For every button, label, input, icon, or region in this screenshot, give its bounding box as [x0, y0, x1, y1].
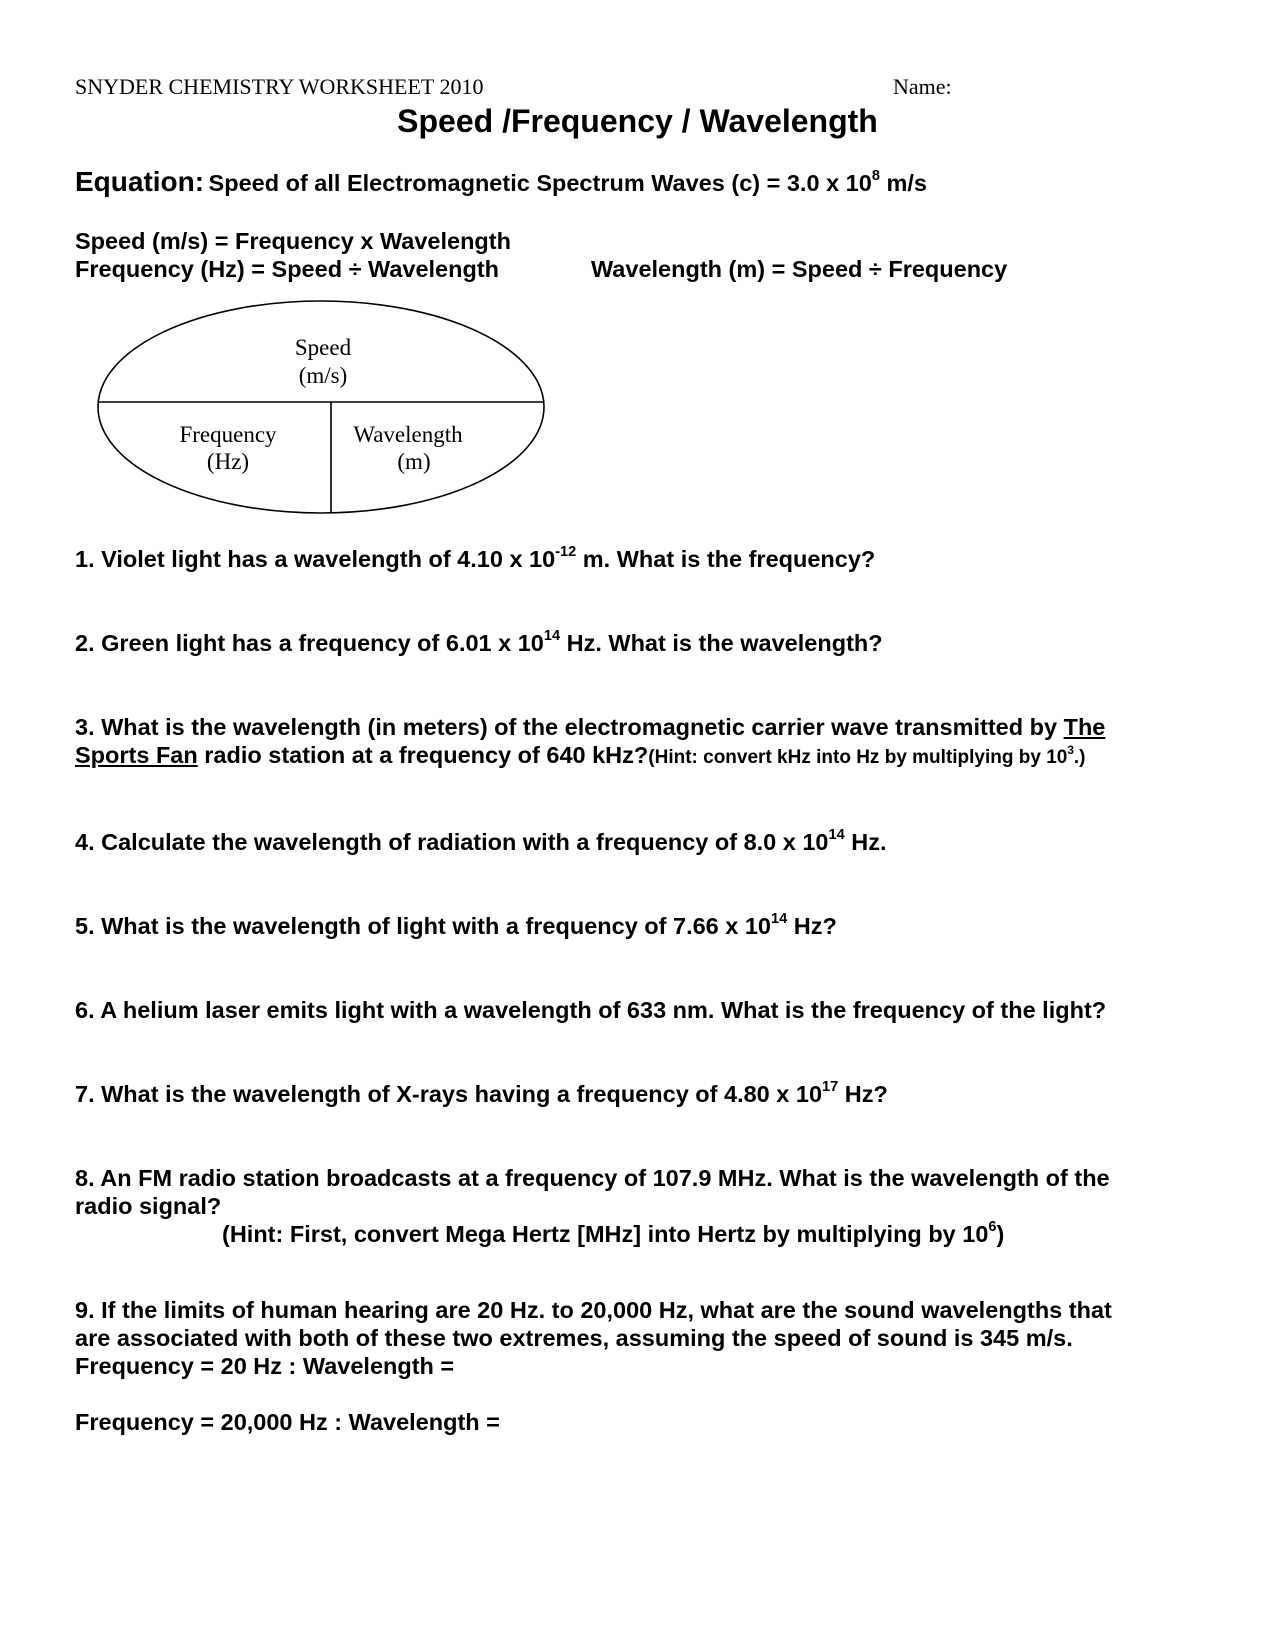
equation-line	[75, 166, 927, 198]
formula-frequency: Frequency (Hz) = Speed ÷ Wavelength	[75, 256, 500, 282]
diagram-frequency-label: Frequency	[179, 422, 277, 447]
diagram-frequency-unit: (Hz)	[206, 449, 250, 474]
page-title: Speed /Frequency / Wavelength	[397, 103, 878, 139]
question-9-line-1: 9. If the limits of human hearing are 20 Hz. to 20,000 Hz, what are the sound wavelengths that	[75, 1297, 1112, 1323]
question-7: 7. What is the wavelength of X-rays having a frequency of 4.80 x $10^{17}$ Hz?	[75, 1079, 888, 1107]
formula-speed: Speed (m/s) = Frequency x Wavelength	[75, 228, 511, 254]
worksheet-header: SNYDER CHEMISTRY WORKSHEET 2010	[75, 74, 484, 99]
question-1: 1. Violet light has a wavelength of 4.10 x $10^{-12}$ m. What is the frequency?	[75, 544, 876, 572]
question-9-line-3: Frequency = 20 Hz : Wavelength =	[75, 1353, 455, 1379]
question-8-hint: (Hint: First, convert Mega Hertz [MHz] into Hertz by multiplying by $10^6$)	[222, 1219, 1005, 1247]
question-3-hint: (Hint: convert kHz into Hz by multiplying by $10^3$.)	[648, 743, 1086, 768]
equation-label: Equation:	[75, 166, 205, 197]
question-3-line-1: 3. What is the wavelength (in meters) of the electromagnetic carrier wave transmitted by The	[75, 714, 1106, 740]
question-2: 2. Green light has a frequency of 6.01 x $10^{14}$ Hz. What is the wavelength?	[75, 628, 883, 656]
diagram-wavelength-unit: (m)	[397, 449, 431, 474]
question-9-line-4: Frequency = 20,000 Hz : Wavelength =	[75, 1409, 500, 1435]
equation-text: Speed of all Electromagnetic Spectrum Waves (c) = 3.0 x $10^8$ m/s	[208, 168, 927, 196]
formula-wavelength: Wavelength (m) = Speed ÷ Frequency	[591, 256, 1008, 282]
question-9-line-2: are associated with both of these two extremes, assuming the speed of sound is 345 m/s.	[75, 1325, 1073, 1351]
diagram-ellipse	[98, 301, 544, 513]
question-6: 6. A helium laser emits light with a wavelength of 633 nm. What is the frequency of the light?	[75, 997, 1107, 1023]
diagram-speed-unit: (m/s)	[298, 363, 348, 388]
question-8-line-2: radio signal?	[75, 1193, 222, 1219]
question-5: 5. What is the wavelength of light with a frequency of 7.66 x $10^{14}$ Hz?	[75, 911, 837, 939]
question-3-line-2: Sports Fan radio station at a frequency of 640 kHz?(Hint: convert kHz into Hz by multiplying by $10^3$.)	[75, 742, 1086, 768]
diagram-wavelength-label: Wavelength	[353, 422, 463, 447]
formula-triangle-diagram	[96, 297, 546, 517]
diagram-speed-label: Speed	[294, 335, 352, 360]
question-8-line-1: 8. An FM radio station broadcasts at a frequency of 107.9 MHz. What is the wavelength of the	[75, 1165, 1110, 1191]
name-label: Name:	[893, 74, 952, 99]
question-4: 4. Calculate the wavelength of radiation with a frequency of 8.0 x $10^{14}$ Hz.	[75, 827, 887, 855]
